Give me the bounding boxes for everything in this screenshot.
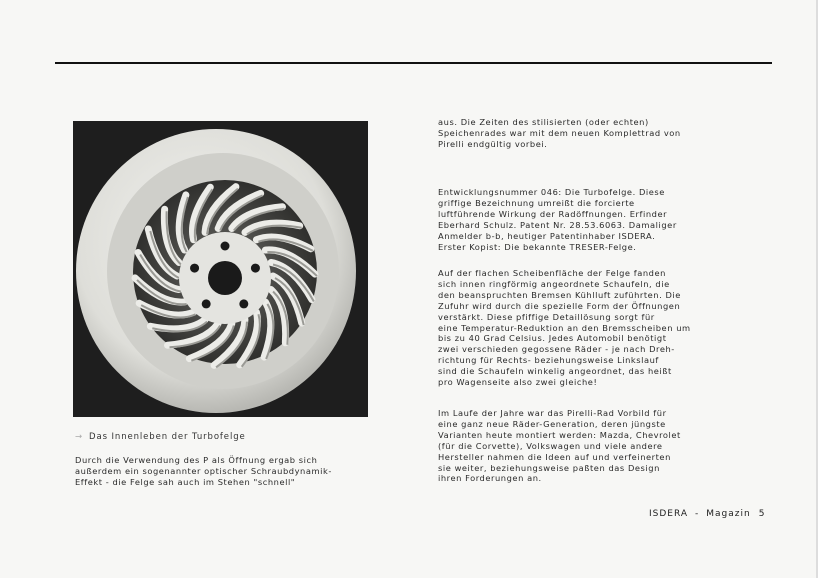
bolt-hole bbox=[202, 299, 211, 308]
wheel-photo bbox=[73, 121, 368, 417]
text-line: Auf der flachen Scheibenfläche der Felge fanden bbox=[438, 268, 666, 278]
text-line: Hersteller nahmen die Ideen auf und verfeinerten bbox=[438, 451, 671, 462]
text-line: sie weiter, beziehungsweise paßten das Design bbox=[438, 462, 660, 473]
right-paragraph-1 bbox=[438, 117, 681, 150]
text-line: luftführende Wirkung der Radöffnungen. Erfinder bbox=[438, 208, 668, 219]
text-line: aus. Die Zeiten des stilisierten (oder echten) bbox=[438, 117, 649, 127]
text-line: eine ganz neue Räder-Generation, deren jüngste bbox=[438, 418, 666, 429]
right-paragraph-3 bbox=[438, 268, 691, 388]
page-footer bbox=[649, 509, 765, 519]
text-line: sind die Schaufeln winkelig angeordnet, das heißt bbox=[438, 366, 672, 377]
page-number: 5 bbox=[758, 509, 766, 519]
text-line: Effekt - die Felge sah auch im Stehen "schnell" bbox=[75, 476, 296, 487]
text-line: außerdem ein sogenannter optischer Schraubdynamik- bbox=[75, 465, 332, 476]
left-column-paragraph bbox=[75, 455, 332, 488]
text-line: ihren Forderungen an. bbox=[438, 473, 542, 484]
text-line: verstärkt. Diese pfiffige Detaillösung sorgt für bbox=[438, 311, 655, 322]
text-line: den beanspruchten Bremsen Kühlluft zuführten. Die bbox=[438, 289, 681, 300]
text-line: sich innen ringförmig angeordnete Schaufeln, die bbox=[438, 278, 670, 289]
text-line: (für die Corvette), Volkswagen und viele andere bbox=[438, 440, 663, 451]
text-line: Erster Kopist: Die bekannte TRESER-Felge. bbox=[438, 241, 637, 252]
bolt-hole bbox=[251, 264, 260, 273]
footer-section: Magazin bbox=[706, 509, 751, 519]
bolt-hole bbox=[190, 264, 199, 273]
arrow-right-icon: → bbox=[75, 432, 84, 442]
text-line: Im Laufe der Jahre war das Pirelli-Rad Vorbild für bbox=[438, 408, 667, 418]
photo-caption bbox=[75, 432, 246, 442]
text-line: zwei verschieden gegossene Räder - je nach Dreh- bbox=[438, 344, 675, 355]
text-line: pro Wagenseite also zwei gleiche! bbox=[438, 377, 598, 388]
bolt-hole bbox=[221, 242, 230, 251]
caption-text: Das Innenleben der Turbofelge bbox=[89, 432, 246, 442]
text-line: eine Temperatur-Reduktion an den Bremsscheiben um bbox=[438, 322, 691, 333]
text-line: Speichenrades war mit dem neuen Komplettrad von bbox=[438, 127, 681, 138]
text-line: Varianten heute montiert werden: Mazda, Chevrolet bbox=[438, 429, 681, 440]
text-line: bis zu 40 Grad Celsius. Jedes Automobil benötigt bbox=[438, 333, 667, 344]
text-line: Anmelder b-b, heutiger Patentinhaber ISDERA. bbox=[438, 230, 656, 241]
right-paragraph-2 bbox=[438, 187, 677, 252]
turbo-wheel-rim-icon bbox=[73, 121, 368, 417]
text-line: Entwicklungsnummer 046: Die Turbofelge. Diese bbox=[438, 187, 665, 197]
text-line: Durch die Verwendung des P als Öffnung ergab sich bbox=[75, 455, 318, 465]
header-rule bbox=[55, 62, 772, 64]
text-line: Eberhard Schulz. Patent Nr. 28.53.6063. Damaliger bbox=[438, 219, 677, 230]
bolt-hole bbox=[239, 299, 248, 308]
text-line: richtung für Rechts- beziehungsweise Linkslauf bbox=[438, 355, 659, 366]
footer-publication: ISDERA bbox=[649, 509, 689, 519]
right-paragraph-4 bbox=[438, 408, 681, 484]
text-line: griffige Bezeichnung umreißt die forcierte bbox=[438, 197, 635, 208]
footer-separator: - bbox=[695, 509, 700, 519]
text-line: Pirelli endgültig vorbei. bbox=[438, 138, 548, 149]
text-line: Zufuhr wird durch die spezielle Form der Öffnungen bbox=[438, 300, 681, 311]
